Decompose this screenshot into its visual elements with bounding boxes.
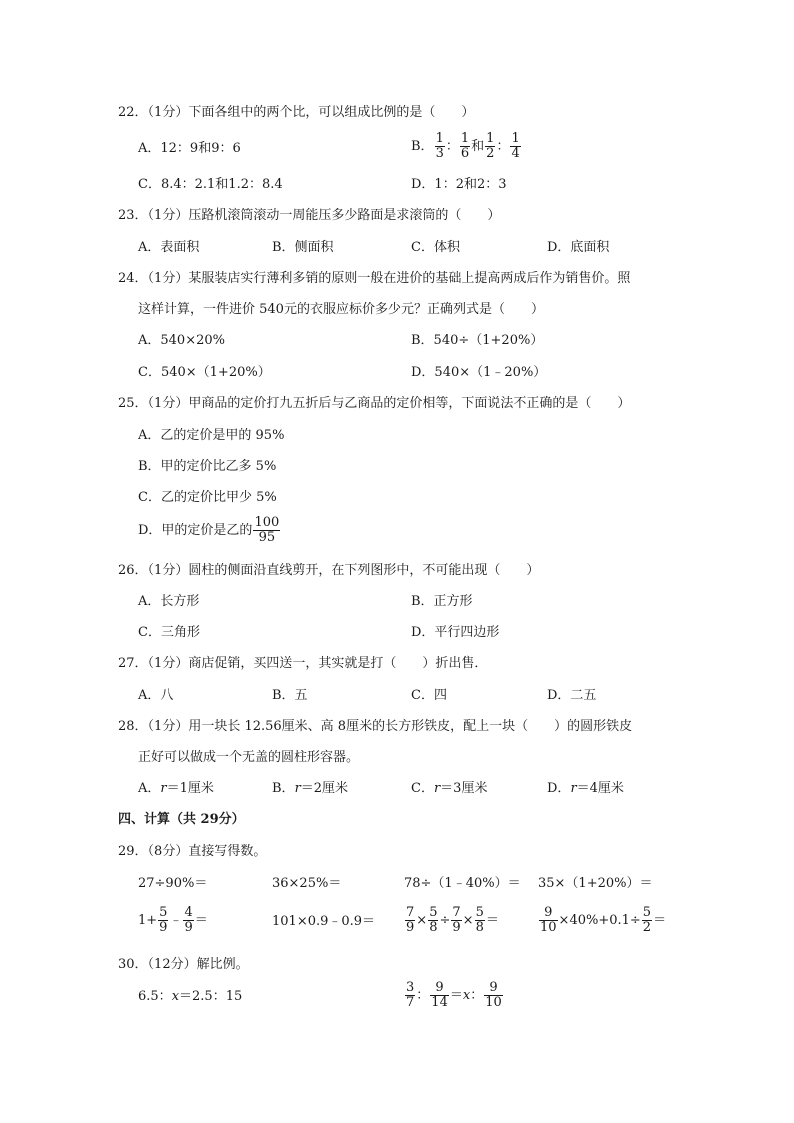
numerator: 5 (642, 905, 652, 920)
q29-stem: 29．（8分）直接写得数。 (118, 844, 267, 859)
fraction (428, 906, 438, 935)
option-label: A． (138, 781, 161, 796)
equals-sign: ＝ (449, 988, 463, 1003)
q25-option-a: A．乙的定价是甲的 95% (138, 428, 285, 443)
denominator: 9 (406, 920, 415, 935)
q24-option-a: A．540×20% (138, 333, 225, 348)
operator: × (416, 913, 428, 928)
denominator: 8 (475, 920, 484, 935)
q24-stem-line1: 24．（1分）某服装店实行薄利多销的原则一般在进价的基础上提高两成后作为销售价。照 (118, 271, 631, 286)
q29-expr-8 (538, 906, 666, 935)
q23-stem: 23．（1分）压路机滚筒滚动一周能压多少路面是求滚筒的（ ） (118, 208, 501, 223)
variable-r: r (294, 781, 301, 796)
denominator: 7 (406, 995, 415, 1010)
q22-stem: 22．（1分）下面各组中的两个比，可以组成比例的是（ ） (118, 105, 475, 120)
denominator: 10 (540, 920, 557, 935)
numerator: 1 (460, 131, 470, 146)
fraction (460, 132, 470, 161)
q29-expr-5 (138, 906, 208, 935)
q23-option-a: A．表面积 (138, 240, 200, 255)
equals-sign: ＝ (653, 913, 667, 928)
numerator: 7 (406, 905, 415, 920)
variable-r: r (160, 781, 167, 796)
q26-option-b: B．正方形 (411, 594, 473, 609)
q30-proportion-2 (404, 981, 504, 1010)
expr-text: ＝2.5：15 (179, 989, 243, 1004)
numerator: 3 (406, 980, 415, 995)
q22-option-c: C．8.4：2.1和1.2：8.4 (138, 177, 283, 192)
option-value: ＝4厘米 (576, 781, 624, 796)
fraction (642, 906, 652, 935)
q25-option-d-text: D．甲的定价是乙的 (138, 523, 253, 538)
q28-option-c (411, 780, 487, 798)
denominator: 95 (258, 530, 276, 545)
denominator: 9 (184, 920, 193, 935)
q28-stem-line2: 正好可以做成一个无盖的圆柱形容器。 (138, 750, 360, 765)
q30-stem: 30．（12分）解比例。 (118, 957, 249, 972)
q23-option-c: C．体积 (411, 240, 460, 255)
ratio-sign: ： (445, 139, 459, 154)
fraction (451, 906, 461, 935)
fraction (510, 132, 520, 161)
variable-r: r (570, 781, 577, 796)
expr-text: 1+ (138, 913, 158, 928)
numerator: 5 (475, 905, 484, 920)
equals-sign: ＝ (194, 913, 208, 928)
numerator: 100 (254, 515, 280, 530)
q28-option-d (547, 780, 624, 798)
q28-stem-line1: 28．（1分）用一块长 12.56厘米、高 8厘米的长方形铁皮，配上一块（ ）的圆形铁皮 (118, 719, 633, 734)
numerator: 1 (486, 131, 495, 146)
operator: ﹣ (169, 913, 183, 928)
expr-text: 6.5： (138, 989, 172, 1004)
fraction (430, 981, 449, 1010)
fraction (435, 132, 445, 161)
numerator: 9 (539, 906, 558, 921)
q22-option-b-label: B． (411, 139, 434, 154)
numerator: 1 (511, 131, 520, 146)
q25-stem: 25．（1分）甲商品的定价打九五折后与乙商品的定价相等，下面说法不正确的是（ ） (118, 396, 631, 411)
fraction (475, 906, 485, 935)
expr-text: ×40%+0.1÷ (558, 913, 641, 928)
variable-x: x (462, 988, 471, 1003)
fraction (405, 906, 415, 935)
numerator: 9 (430, 981, 449, 996)
q28-option-b (272, 780, 348, 798)
q29-expr-7 (404, 906, 499, 935)
q28-option-a (138, 780, 214, 798)
section-heading: 四、计算（共 29分） (118, 812, 245, 827)
denominator: 2 (486, 146, 495, 161)
numerator: 1 (435, 131, 444, 146)
option-value: ＝1厘米 (166, 781, 214, 796)
q26-option-a: A．长方形 (138, 594, 200, 609)
numerator: 9 (484, 981, 503, 996)
numerator: 7 (452, 905, 461, 920)
q27-stem: 27．（1分）商店促销，买四送一，其实就是打（ ）折出售． (118, 656, 488, 671)
q24-option-c: C．540×（1+20%） (138, 365, 271, 380)
numerator: 5 (429, 905, 438, 920)
numerator: 5 (159, 905, 168, 920)
q29-expr-1: 27÷90%＝ (138, 876, 208, 891)
variable-x: x (171, 989, 180, 1004)
denominator: 9 (452, 920, 461, 935)
q27-option-d: D．二五 (547, 688, 597, 703)
q22-option-a: A．12：9和9：6 (138, 141, 241, 156)
q29-expr-2: 36×25%＝ (272, 876, 342, 891)
fraction (405, 981, 415, 1010)
option-label: B． (272, 781, 295, 796)
q25-option-c: C．乙的定价比甲少 5% (138, 490, 277, 505)
q23-option-d: D．底面积 (547, 240, 610, 255)
q22-option-d: D．1：2和2：3 (411, 177, 507, 192)
q29-expr-4: 35×（1+20%）＝ (538, 876, 653, 891)
q27-option-b: B．五 (272, 688, 308, 703)
option-label: C． (411, 781, 434, 796)
denominator: 3 (435, 146, 444, 161)
denominator: 9 (159, 920, 168, 935)
denominator: 14 (431, 995, 448, 1010)
fraction (539, 906, 558, 935)
q23-option-b: B．侧面积 (272, 240, 334, 255)
denominator: 10 (485, 995, 502, 1010)
fraction (485, 132, 495, 161)
q24-stem-line2: 这样计算，一件进价 540元的衣服应标价多少元？正确列式是（ ） (138, 302, 544, 317)
q26-stem: 26．（1分）圆柱的侧面沿直线剪开，在下列图形中，不可能出现（ ） (118, 563, 540, 578)
denominator: 6 (460, 146, 470, 161)
q25-option-b: B．甲的定价比乙多 5% (138, 459, 277, 474)
ratio-sign: ： (470, 988, 484, 1003)
denominator: 4 (511, 146, 520, 161)
fraction (183, 906, 193, 935)
fraction (484, 981, 503, 1010)
operator: ÷ (439, 913, 451, 928)
denominator: 8 (429, 920, 438, 935)
operator: × (462, 913, 474, 928)
q29-expr-6: 101×0.9﹣0.9＝ (272, 914, 376, 929)
q26-option-d: D．平行四边形 (411, 625, 500, 640)
equals-sign: ＝ (485, 913, 499, 928)
fraction (253, 516, 280, 545)
option-label: D． (547, 781, 571, 796)
q27-option-c: C．四 (411, 688, 447, 703)
variable-r: r (433, 781, 441, 796)
numerator: 4 (184, 905, 193, 920)
ratio-sign: ： (416, 988, 430, 1003)
q29-expr-3: 78÷（1﹣40%）＝ (404, 876, 521, 891)
fraction (158, 906, 168, 935)
q25-option-d (138, 516, 281, 545)
q27-option-a: A．八 (138, 688, 174, 703)
ratio-sign: ： (496, 139, 510, 154)
q22-option-b (411, 132, 522, 161)
option-value: ＝2厘米 (300, 781, 349, 796)
q30-proportion-1 (138, 988, 242, 1006)
denominator: 2 (642, 920, 652, 935)
and-word: 和 (471, 139, 485, 154)
option-value: ＝3厘米 (440, 781, 488, 796)
q24-option-d: D．540×（1﹣20%） (411, 365, 547, 380)
q26-option-c: C．三角形 (138, 625, 200, 640)
q24-option-b: B．540÷（1+20%） (411, 333, 544, 348)
